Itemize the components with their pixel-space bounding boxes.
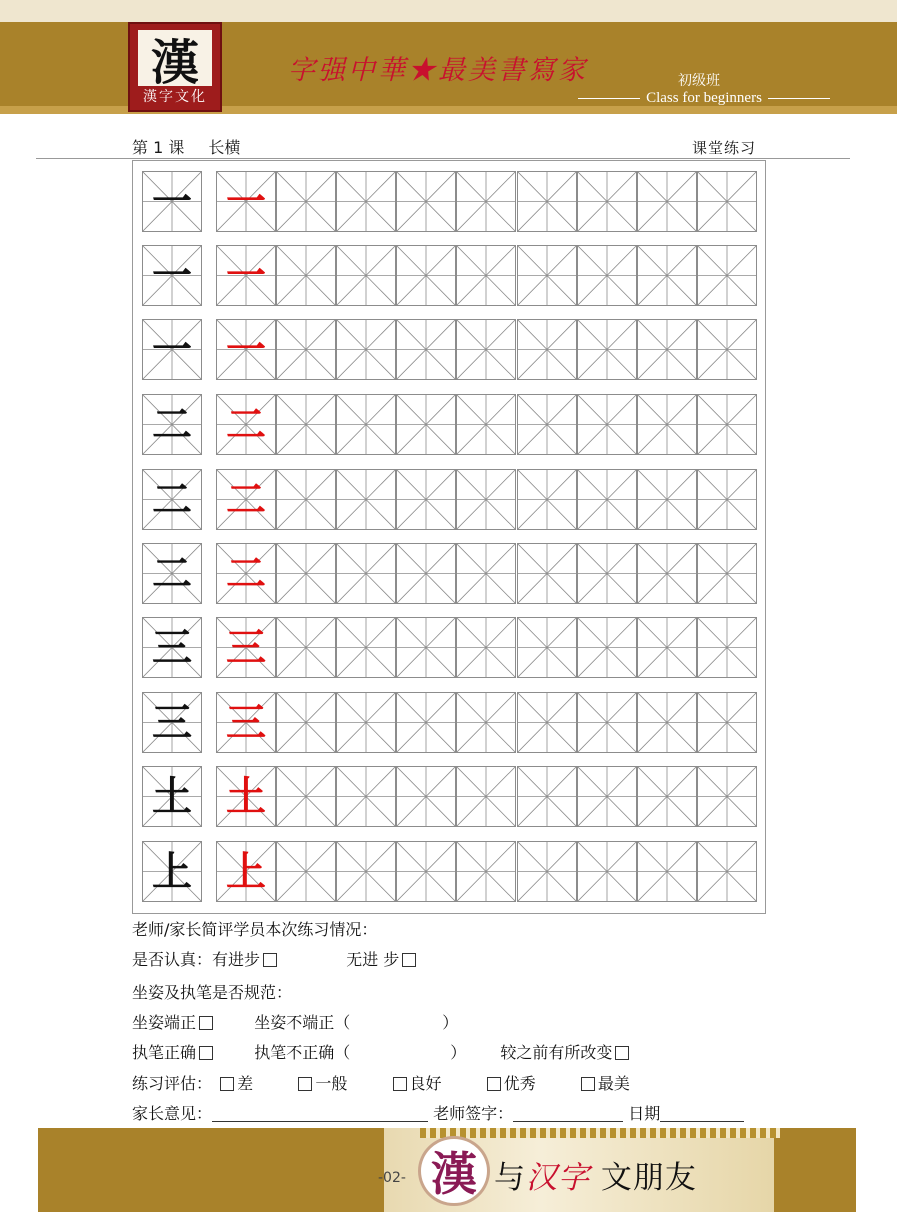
practice-cell[interactable] (336, 766, 396, 827)
parent-opinion-label: 家长意见： (132, 1104, 213, 1123)
trace-char: 三 (226, 623, 267, 671)
practice-cell[interactable] (396, 394, 456, 455)
footer-seal: 漢 (418, 1136, 490, 1206)
reference-cell (142, 543, 202, 604)
date-field[interactable] (660, 1106, 744, 1122)
rating-best: 最美 (597, 1074, 630, 1093)
title-divider (36, 158, 850, 159)
trace-cell[interactable] (216, 841, 276, 902)
practice-cell[interactable] (577, 617, 637, 678)
practice-cell[interactable] (336, 171, 396, 232)
grid-row (140, 841, 758, 903)
posture-ok-label: 坐姿端正 (132, 1013, 197, 1032)
practice-cell[interactable] (577, 171, 637, 232)
practice-cell[interactable] (517, 171, 577, 232)
reference-cell (142, 469, 202, 530)
practice-cell[interactable] (697, 245, 757, 306)
practice-cell[interactable] (577, 319, 637, 380)
practice-cell[interactable] (517, 841, 577, 902)
practice-cell[interactable] (577, 469, 637, 530)
practice-cell[interactable] (396, 692, 456, 753)
practice-cell[interactable] (336, 543, 396, 604)
brand-rest: 文朋友 (600, 1160, 697, 1196)
practice-cell[interactable] (517, 394, 577, 455)
reference-cell (142, 766, 202, 827)
footer-brand (494, 1152, 697, 1197)
eval-serious-row (132, 947, 419, 970)
logo-subtitle: 漢字文化 (143, 89, 207, 105)
pen-bad-label: 执笔不正确（ (254, 1043, 351, 1062)
practice-cell[interactable] (276, 394, 336, 455)
rating-checkbox-average[interactable] (298, 1077, 312, 1091)
practice-cell[interactable] (456, 171, 516, 232)
trace-char: 一 (226, 251, 267, 299)
reference-char: 二 (152, 400, 192, 448)
practice-cell[interactable] (577, 692, 637, 753)
practice-cell[interactable] (456, 245, 516, 306)
practice-cell[interactable] (276, 245, 336, 306)
practice-cell[interactable] (517, 766, 577, 827)
posture-question: 坐姿及执笔是否规范： (132, 983, 293, 1002)
practice-cell[interactable] (396, 319, 456, 380)
practice-cell[interactable] (637, 245, 697, 306)
practice-cell[interactable] (396, 617, 456, 678)
practice-cells (216, 692, 757, 753)
practice-cell[interactable] (276, 766, 336, 827)
level-label: 初级班 (678, 73, 720, 89)
practice-cell[interactable] (396, 171, 456, 232)
pen-ok-label: 执笔正确 (132, 1043, 197, 1062)
practice-cell[interactable] (276, 543, 336, 604)
brand-red: 汉字 (526, 1160, 590, 1196)
rating-checkbox-best[interactable] (581, 1077, 595, 1091)
no-progress-checkbox[interactable] (402, 953, 416, 967)
reference-cell (142, 319, 202, 380)
practice-cell[interactable] (517, 617, 577, 678)
practice-cell[interactable] (336, 469, 396, 530)
trace-cell[interactable] (216, 617, 276, 678)
practice-cell[interactable] (456, 543, 516, 604)
reference-char: 一 (152, 325, 192, 373)
progress-checkbox[interactable] (263, 953, 277, 967)
practice-cell[interactable] (276, 171, 336, 232)
trace-cell[interactable] (216, 766, 276, 827)
reference-cell (142, 841, 202, 902)
trace-cell[interactable] (216, 692, 276, 753)
practice-cell[interactable] (336, 841, 396, 902)
practice-cell[interactable] (456, 841, 516, 902)
trace-char: 二 (226, 400, 267, 448)
posture-row (132, 1010, 458, 1033)
practice-cell[interactable] (336, 692, 396, 753)
trace-char: 上 (226, 847, 267, 895)
no-progress-label: 无进 步 (346, 950, 400, 969)
trace-cell[interactable] (216, 469, 276, 530)
practice-cell[interactable] (697, 617, 757, 678)
trace-char: 三 (226, 698, 267, 746)
practice-cell[interactable] (456, 766, 516, 827)
reference-char: 土 (152, 772, 192, 820)
rating-poor: 差 (237, 1074, 254, 1093)
posture-paren-close: ） (442, 1013, 459, 1032)
trace-cell[interactable] (216, 543, 276, 604)
rating-checkbox-good[interactable] (393, 1077, 407, 1091)
top-strip (0, 0, 897, 22)
pen-row (132, 1040, 632, 1063)
reference-char: 一 (152, 251, 192, 299)
practice-cell[interactable] (456, 617, 516, 678)
reference-cell (142, 692, 202, 753)
reference-char: 二 (152, 549, 192, 597)
grid-row (140, 245, 758, 307)
practice-cell[interactable] (276, 692, 336, 753)
practice-cell[interactable] (637, 543, 697, 604)
practice-cells (216, 766, 757, 827)
reference-char: 三 (152, 623, 192, 671)
practice-cell[interactable] (396, 469, 456, 530)
practice-cell[interactable] (697, 394, 757, 455)
page-number: -02- (378, 1170, 406, 1186)
rating-average: 一般 (315, 1074, 348, 1093)
practice-cells (216, 171, 757, 232)
reference-cell (142, 617, 202, 678)
practice-cell[interactable] (517, 469, 577, 530)
trace-char: 二 (226, 549, 267, 597)
practice-cell[interactable] (396, 543, 456, 604)
practice-label: 课堂练习 (692, 139, 757, 157)
class-label (578, 90, 830, 107)
practice-cell[interactable] (456, 394, 516, 455)
practice-cell[interactable] (336, 617, 396, 678)
posture-bad-label: 坐姿不端正（ (254, 1013, 351, 1032)
parent-opinion-field[interactable] (212, 1106, 428, 1122)
pen-paren-close: ） (450, 1043, 467, 1062)
grid-row (140, 766, 758, 828)
teacher-sign-field[interactable] (513, 1106, 623, 1122)
practice-cell[interactable] (396, 841, 456, 902)
trace-char: 一 (226, 177, 267, 225)
practice-cells (216, 319, 757, 380)
practice-cell[interactable] (336, 319, 396, 380)
stroke-name: 长横 (208, 138, 241, 157)
practice-cell[interactable] (517, 245, 577, 306)
reference-char: 二 (152, 475, 192, 523)
trace-char: 二 (226, 475, 267, 523)
practice-cell[interactable] (577, 245, 637, 306)
practice-cell[interactable] (577, 394, 637, 455)
practice-cell[interactable] (517, 319, 577, 380)
grid-row (140, 617, 758, 679)
reference-cell (142, 171, 202, 232)
trace-char: 土 (226, 772, 267, 820)
reference-cell (142, 245, 202, 306)
rating-label: 练习评估： (132, 1074, 213, 1093)
practice-cell[interactable] (697, 171, 757, 232)
trace-cell[interactable] (216, 171, 276, 232)
grid-row (140, 692, 758, 754)
reference-char: 一 (152, 177, 192, 225)
rating-good: 良好 (409, 1074, 442, 1093)
progress-label: 有进步 (212, 950, 261, 969)
practice-cells (216, 841, 757, 902)
reference-char: 三 (152, 698, 192, 746)
lesson-number: 第 1 课 (132, 138, 185, 157)
practice-cell[interactable] (637, 841, 697, 902)
practice-cell[interactable] (697, 469, 757, 530)
improved-label: 较之前有所改变 (500, 1043, 613, 1062)
posture-ok-checkbox[interactable] (199, 1016, 213, 1030)
practice-cell[interactable] (637, 394, 697, 455)
practice-cells (216, 394, 757, 455)
practice-cell[interactable] (336, 245, 396, 306)
grid-row (140, 469, 758, 531)
serious-label: 是否认真： (132, 950, 213, 969)
practice-cell[interactable] (276, 841, 336, 902)
practice-cell[interactable] (396, 766, 456, 827)
practice-cell[interactable] (577, 766, 637, 827)
practice-cell[interactable] (456, 692, 516, 753)
practice-cell[interactable] (456, 469, 516, 530)
lesson-title (132, 135, 240, 158)
trace-char: 一 (226, 325, 267, 373)
rating-excellent: 优秀 (503, 1074, 536, 1093)
trace-cell[interactable] (216, 245, 276, 306)
practice-cell[interactable] (456, 319, 516, 380)
trace-cell[interactable] (216, 394, 276, 455)
practice-cell[interactable] (697, 692, 757, 753)
practice-cell[interactable] (637, 171, 697, 232)
practice-cell[interactable] (336, 394, 396, 455)
practice-cell[interactable] (697, 766, 757, 827)
pen-ok-checkbox[interactable] (199, 1046, 213, 1060)
class-label-text: Class for beginners (646, 90, 762, 106)
trace-cell[interactable] (216, 319, 276, 380)
practice-cell[interactable] (637, 692, 697, 753)
reference-char: 上 (152, 847, 192, 895)
signature-row (132, 1101, 744, 1124)
practice-cell[interactable] (637, 766, 697, 827)
grid-row (140, 171, 758, 233)
practice-cell[interactable] (517, 692, 577, 753)
practice-cells (216, 543, 757, 604)
practice-cells (216, 245, 757, 306)
practice-cell[interactable] (396, 245, 456, 306)
practice-cell[interactable] (517, 543, 577, 604)
date-label: 日期 (628, 1104, 661, 1123)
slogan: 字强中華★最美書寫家 (288, 55, 588, 86)
practice-cell[interactable] (276, 469, 336, 530)
practice-cell[interactable] (637, 617, 697, 678)
eval-intro: 老师/家长简评学员本次练习情况： (132, 920, 378, 939)
logo-char: 漢 (138, 30, 212, 86)
brand-logo (128, 22, 222, 112)
practice-cell[interactable] (637, 469, 697, 530)
teacher-sign-label: 老师签字： (433, 1104, 514, 1123)
practice-cell[interactable] (697, 841, 757, 902)
practice-cells (216, 469, 757, 530)
practice-cell[interactable] (697, 543, 757, 604)
practice-cell[interactable] (697, 319, 757, 380)
practice-cells (216, 617, 757, 678)
practice-cell[interactable] (276, 617, 336, 678)
improved-checkbox[interactable] (615, 1046, 629, 1060)
rating-checkbox-poor[interactable] (220, 1077, 234, 1091)
grid-row (140, 394, 758, 456)
practice-cell[interactable] (637, 319, 697, 380)
practice-cell[interactable] (276, 319, 336, 380)
rating-row (132, 1071, 630, 1094)
practice-cell[interactable] (577, 543, 637, 604)
practice-cell[interactable] (577, 841, 637, 902)
reference-cell (142, 394, 202, 455)
grid-row (140, 319, 758, 381)
rating-checkbox-excellent[interactable] (487, 1077, 501, 1091)
brand-prefix: 与 (494, 1160, 526, 1196)
grid-row (140, 543, 758, 605)
footer-ornament (420, 1128, 780, 1138)
